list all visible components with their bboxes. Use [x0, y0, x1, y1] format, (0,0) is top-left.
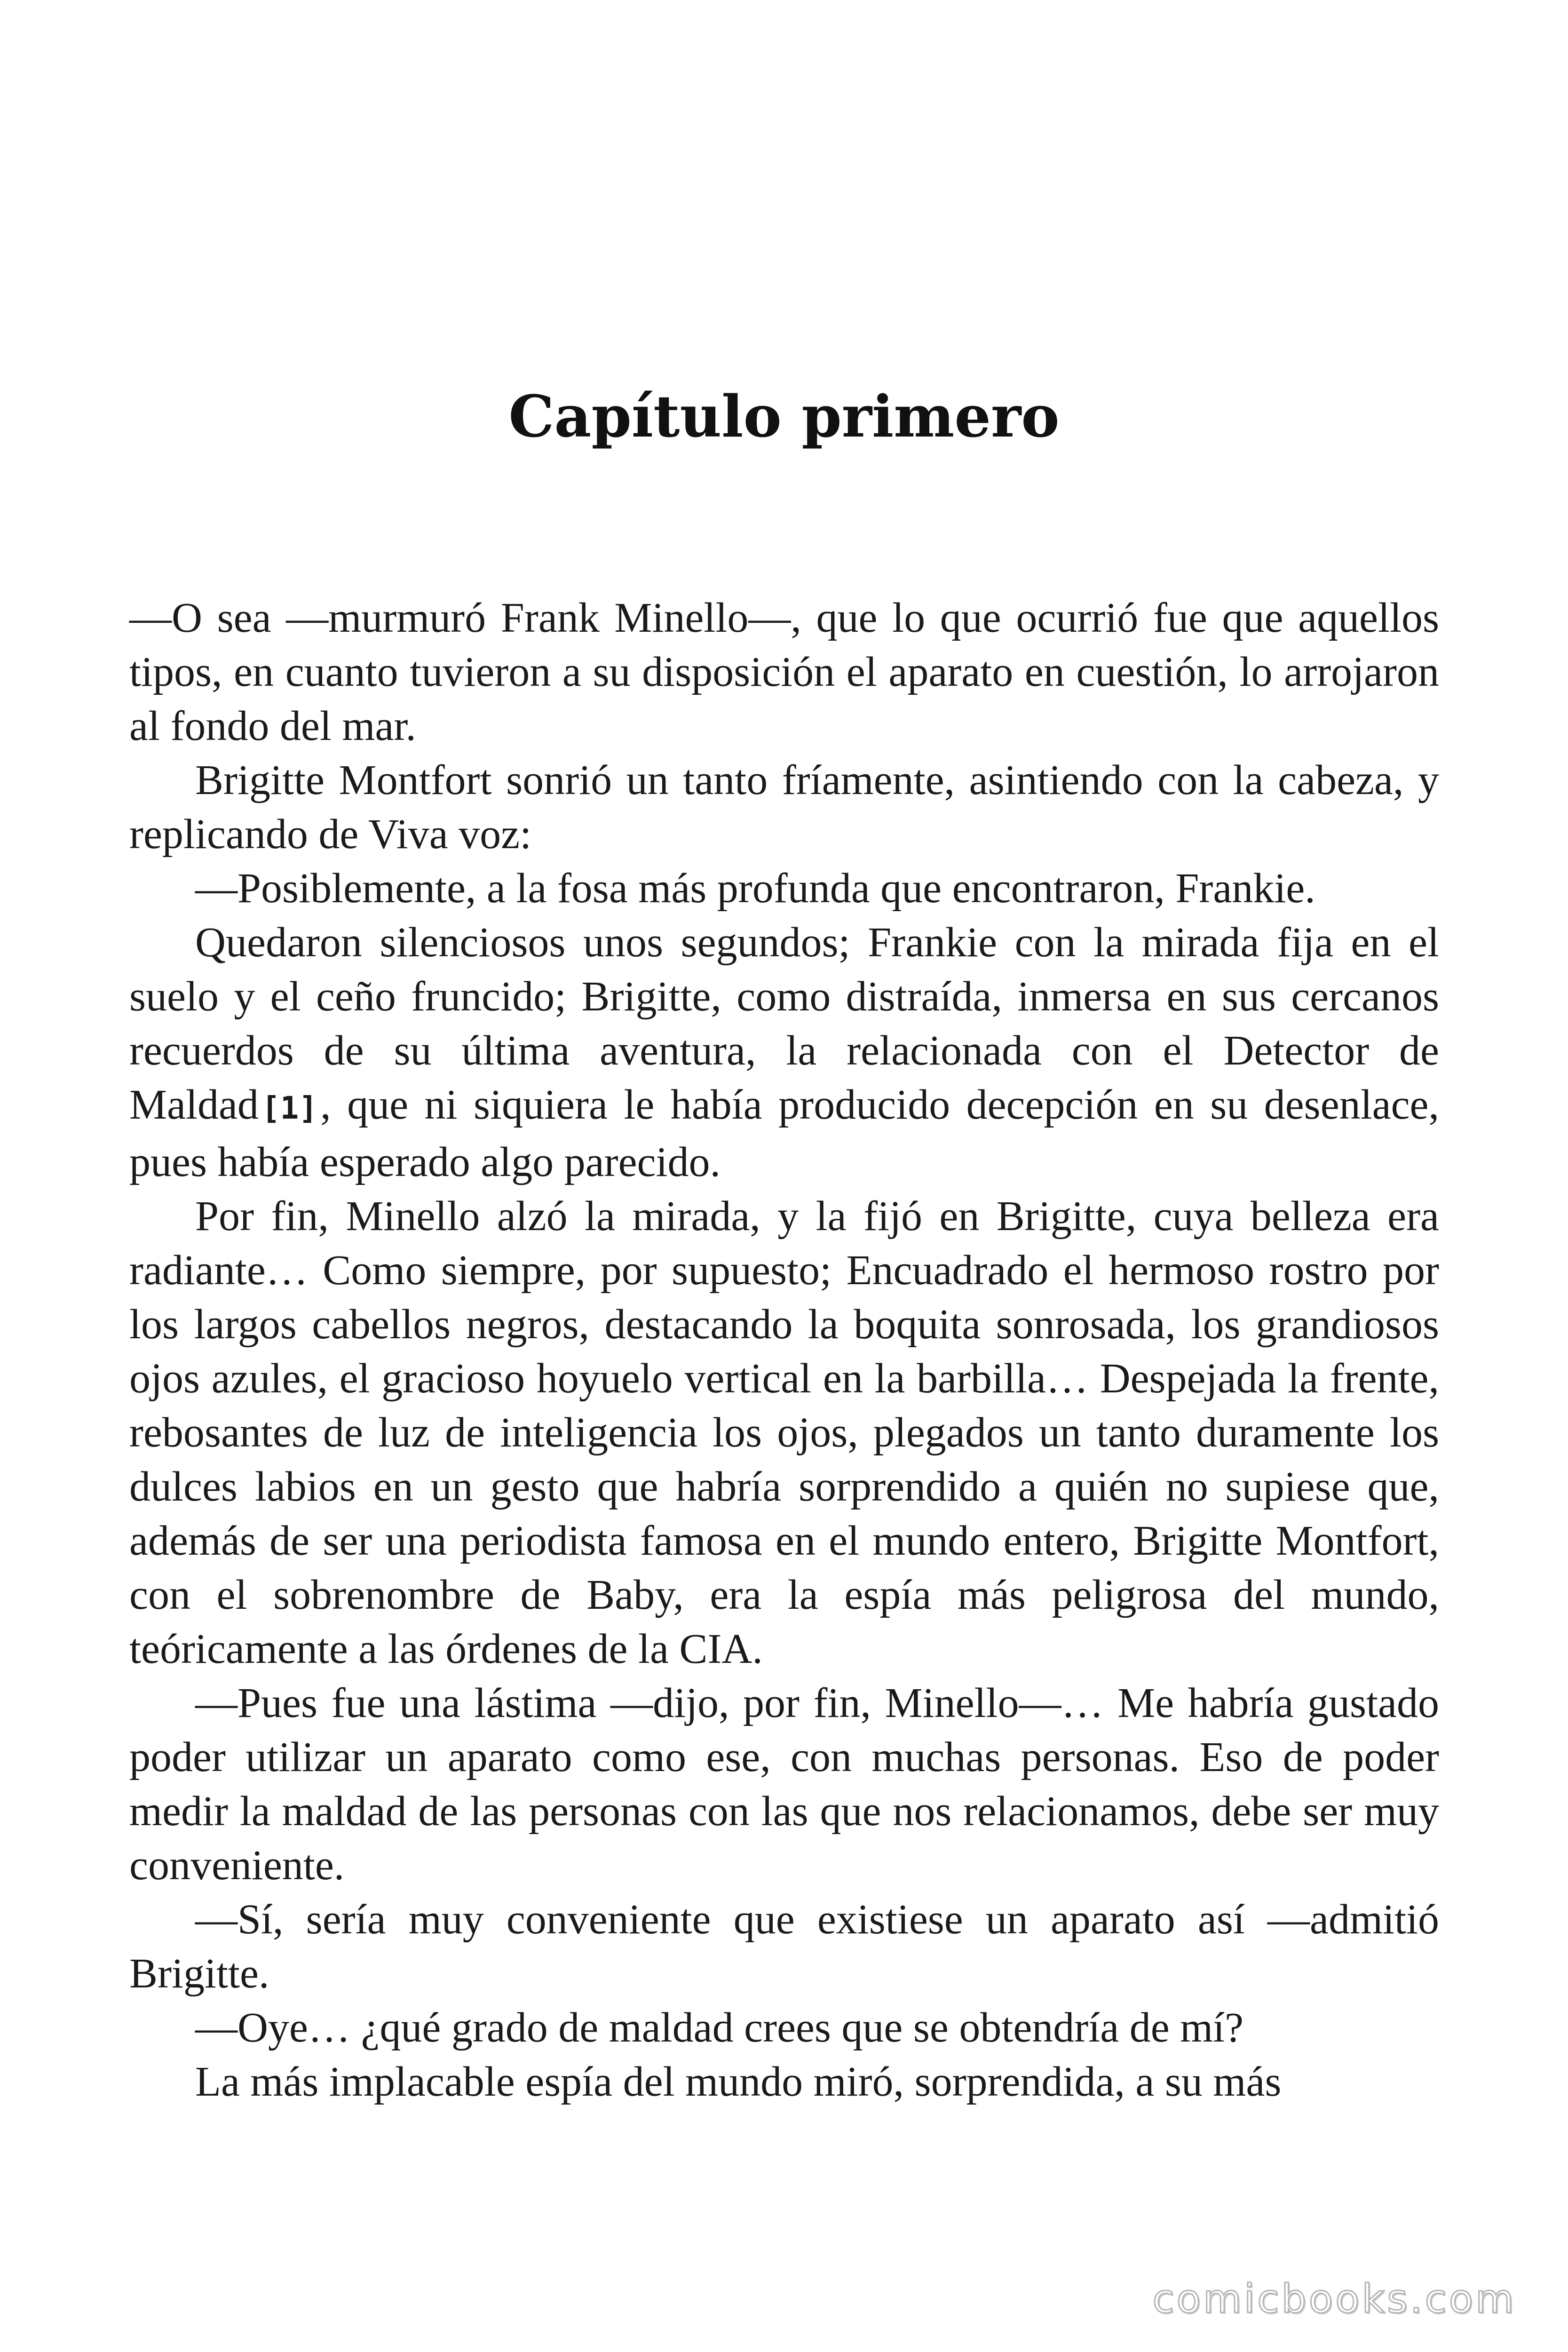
paragraph: —Oye… ¿qué grado de maldad crees que se obtendría de mí? — [195, 2004, 1244, 2051]
paragraph-with-footnote — [129, 915, 1439, 1189]
paragraph: —Pues fue una lástima —dijo, por fin, Minello—… Me habría gustado poder utilizar un aparato como ese, con muchas personas. Eso de poder medir la maldad de las personas con las que nos relacionamos, debe ser muy conveniente. — [129, 1680, 1439, 1889]
footnote-reference-link[interactable]: [1] — [261, 1090, 318, 1126]
paragraph: —Posiblemente, a la fosa más profunda que encontraron, Frankie. — [195, 865, 1315, 912]
paragraph: Por fin, Minello alzó la mirada, y la fijó en Brigitte, cuya belleza era radiante… Como siempre, por supuesto; Encuadrado el hermoso rostro por los largos cabellos negros, destacando la boquita sonrosada, los grandiosos ojos azules, el gracioso hoyuelo vertical en la barbilla… Despejada la frente, rebosantes de luz de inteligencia los ojos, plegados un tanto duramente los dulces labios en un gesto que habría sorprendido a quién no supiese que, además de ser una periodista famosa en el mundo entero, Brigitte Montfort, con el sobrenombre de Baby, era la espía más peligrosa del mundo, teóricamente a las órdenes de la CIA. — [129, 1193, 1439, 1672]
paragraph: —Sí, sería muy conveniente que existiese un aparato así —admitió Brigitte. — [129, 1896, 1439, 1997]
paragraph: La más implacable espía del mundo miró, sorprendida, a su más — [195, 2058, 1282, 2105]
chapter-body — [129, 591, 1439, 2109]
chapter-title: Capítulo primero — [508, 382, 1060, 450]
paragraph-text-before-footnote: Quedaron silenciosos unos segundos; Frankie con la mirada fija en el suelo y el ceño fruncido; Brigitte, como distraída, inmersa en sus cercanos recuerdos de su última aventura, la relacionada con el Detector de Maldad — [129, 919, 1439, 1128]
watermark: comicbooks.com — [1152, 2276, 1516, 2322]
paragraph: —O sea —murmuró Frank Minello—, que lo que ocurrió fue que aquellos tipos, en cuanto tuvieron a su disposición el aparato en cuestión, lo arrojaron al fondo del mar. — [129, 595, 1439, 749]
paragraph: Brigitte Montfort sonrió un tanto fríamente, asintiendo con la cabeza, y replicando de Viva voz: — [129, 757, 1439, 858]
paragraph-text-after-footnote: , que ni siquiera le había producido decepción en su desenlace, pues había esperado algo parecido. — [129, 1081, 1439, 1185]
